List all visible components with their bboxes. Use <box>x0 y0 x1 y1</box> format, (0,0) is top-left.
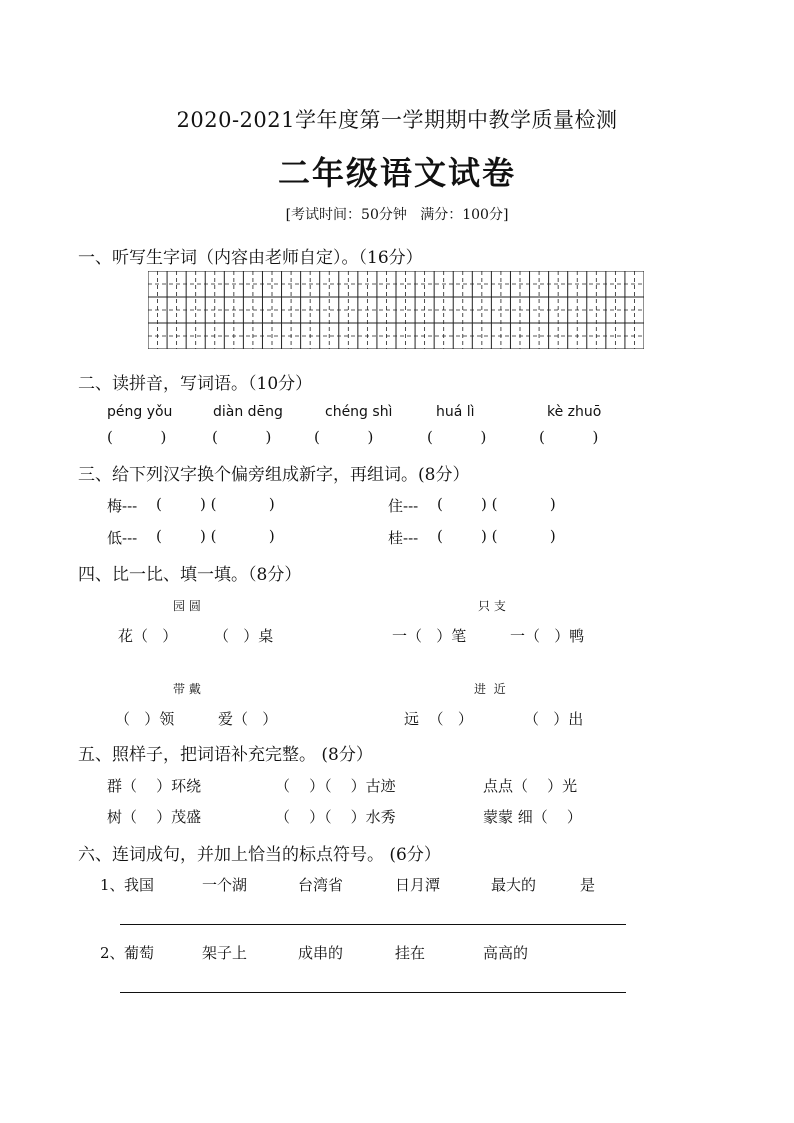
pinyin-1: péng yǒu <box>107 404 173 420</box>
pinyin-5: kè zhuō <box>547 404 602 420</box>
word-tile: 最大的 <box>491 876 537 894</box>
radical-slots-3[interactable]: ( ) ( ) <box>156 527 275 545</box>
fill-item-6[interactable]: 爱（ ） <box>218 710 278 728</box>
answer-blank-1[interactable]: ( ) <box>107 428 167 446</box>
char-pair-2: 只 支 <box>478 599 506 613</box>
answer-line-1[interactable] <box>120 924 626 925</box>
char-pair-1: 园 圆 <box>173 599 201 613</box>
word-tile: 是 <box>580 876 596 894</box>
char-pair-3: 带 戴 <box>173 682 201 696</box>
pinyin-4: huá lì <box>436 404 475 420</box>
section-6-heading: 六、连词成句，并加上恰当的标点符号。 (6分） <box>78 845 441 865</box>
phrase-item-1[interactable]: 群（ ）环绕 <box>107 777 202 795</box>
radical-char-3: 低--- <box>107 529 138 547</box>
phrase-item-4[interactable]: 树（ ）茂盛 <box>107 808 202 826</box>
exam-term-title: 2020-2021学年度第一学期期中教学质量检测 <box>176 108 618 132</box>
radical-char-2: 住--- <box>388 497 419 515</box>
word-tile: 日月潭 <box>395 876 441 894</box>
radical-slots-1[interactable]: ( ) ( ) <box>156 495 275 513</box>
phrase-item-5[interactable]: （ ）（ ）水秀 <box>275 808 396 826</box>
phrase-item-2[interactable]: （ ）（ ）古迹 <box>275 777 396 795</box>
word-tile: 台湾省 <box>298 876 344 894</box>
question-number-1: 1、 <box>100 876 125 894</box>
radical-slots-2[interactable]: ( ) ( ) <box>437 495 556 513</box>
radical-char-1: 梅--- <box>107 497 138 515</box>
answer-blank-5[interactable]: ( ) <box>539 428 599 446</box>
phrase-item-6[interactable]: 蒙蒙 细（ ） <box>483 808 582 826</box>
word-tile: 成串的 <box>298 944 344 962</box>
dictation-writing-grid <box>148 271 644 349</box>
answer-blank-2[interactable]: ( ) <box>212 428 272 446</box>
exam-info: [考试时间：50分钟 满分：100分] <box>285 207 509 223</box>
fill-item-5[interactable]: （ ）领 <box>115 710 175 728</box>
fill-item-8[interactable]: （ ）出 <box>524 710 584 728</box>
fill-item-1[interactable]: 花（ ） <box>118 627 178 645</box>
answer-line-2[interactable] <box>120 992 626 993</box>
pinyin-2: diàn dēng <box>213 404 283 420</box>
word-tile: 挂在 <box>395 944 426 962</box>
section-2-heading: 二、读拼音，写词语。（10分） <box>78 374 313 394</box>
section-1-heading: 一、听写生字词（内容由老师自定）。（16分） <box>78 248 423 268</box>
word-tile: 架子上 <box>202 944 248 962</box>
pinyin-3: chéng shì <box>325 404 393 420</box>
fill-item-2[interactable]: （ ）桌 <box>214 627 274 645</box>
fill-item-3[interactable]: 一（ ）笔 <box>392 627 467 645</box>
section-3-heading: 三、给下列汉字换个偏旁组成新字，再组词。(8分） <box>78 465 470 485</box>
question-number-2: 2、 <box>100 944 125 962</box>
word-tile: 葡萄 <box>124 944 155 962</box>
exam-paper-title: 二年级语文试卷 <box>277 154 516 192</box>
word-tile: 我国 <box>124 876 155 894</box>
answer-blank-3[interactable]: ( ) <box>314 428 374 446</box>
phrase-item-3[interactable]: 点点（ ）光 <box>483 777 578 795</box>
word-tile: 高高的 <box>483 944 529 962</box>
fill-item-7[interactable]: 远 （ ） <box>404 710 473 728</box>
section-5-heading: 五、照样子，把词语补充完整。 (8分） <box>78 745 373 765</box>
section-4-heading: 四、比一比、填一填。（8分） <box>78 565 302 585</box>
radical-char-4: 桂--- <box>388 529 419 547</box>
fill-item-4[interactable]: 一（ ）鸭 <box>510 627 585 645</box>
char-pair-4: 进 近 <box>474 682 506 696</box>
radical-slots-4[interactable]: ( ) ( ) <box>437 527 556 545</box>
answer-blank-4[interactable]: ( ) <box>427 428 487 446</box>
word-tile: 一个湖 <box>202 876 248 894</box>
